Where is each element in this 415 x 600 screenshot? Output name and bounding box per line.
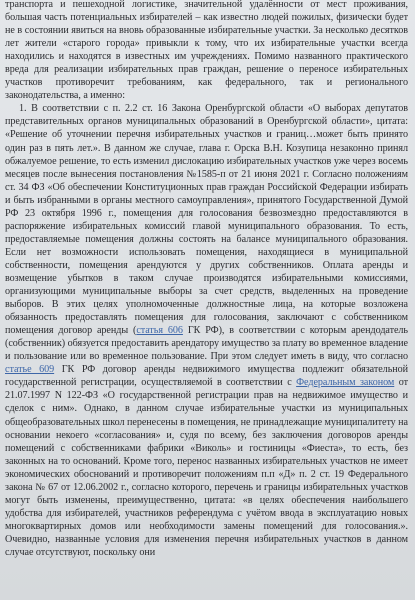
paragraph-text: ГК РФ), в соответствии с которым арендодатель (собственник) обязуется предоставить арендатору имущество за плату во временное владение и пользование или во временное пользование. При этом следует иметь в виду, что согласно bbox=[5, 325, 408, 363]
paragraph-text: транспорта и пешеходной логистике, значительной удалённости от мест проживания, большая часть потенциальных избирателей – как известно людей пожилых, физически будет не в состоянии явиться на вновь образованные избирательные участки. За несколько десятков лет жители «старого города» привыкли к тому, что их избирательные участки всегда находились и находятся в известных им учреждениях. Помимо названного практического вреда для реализации избирательных прав граждан, решение о переносе избирательных участков противоречит требованиям, как федерального, так и регионального законодательства, а именно: bbox=[5, 0, 408, 102]
law-reference-link[interactable]: статья 606 bbox=[136, 325, 183, 337]
document-body bbox=[5, 0, 408, 559]
law-reference-link[interactable]: статье 609 bbox=[5, 364, 55, 376]
paragraph-text: 1. В соответствии с п. 2.2 ст. 16 Закона Оренбургской области «О выборах депутатов представительных органов муниципальных образований в Оренбургской области», цитата: «Решение об уточнении перечня избирательных участков и границ…может быть принято один раз в пять лет.». В данном же случае, глава г. Орска В.Н. Козупица незаконно принял обжалуемое решение, то есть изменил дислокацию избирательных участков уже через восемь месяцев после вынесения постановления №1585-п от 21 июня 2021 г. Согласно положениям ст. 34 ФЗ «Об обеспечении Конституционных прав граждан Российской Федерации избирать и быть избранными в органы местного самоуправления», принятого Государственной Думой РФ 23 октября 1996 г., помещения для голосования безвозмездно предоставляются в распоряжение избирательных комиссий главой муниципального образования. То есть, предоставляемые помещения должны состоять на балансе муниципального образования. Если нет возможности использовать помещения, находящиеся в муниципальной собственности, помещения арендуются у других собственников. Оплата аренды и возмещение убытков в таком случае производятся избирательными комиссиями, организующими муниципальные выборы за счет средств, выделенных на проведение выборов. В этих целях уполномоченные должностные лица, на которые возложена обязанность предоставлять помещения для голосования, заключают с собственником помещения договор аренды ( bbox=[5, 103, 408, 337]
paragraph-text: от 21.07.1997 N 122-ФЗ «О государственной регистрации прав на недвижимое имущество и сделок с ним». Однако, в данном случае избирательные участки из муниципальных общеобразовательных школ перенесены в помещения, не принадлежащие муниципалитету на основании некоего «согласования» и, судя по всему, без заключения договоров аренды помещений с собственниками фабрики «Виколь» и гостиницы «Фиеста», то есть, без законных на то оснований. Кроме того, перенос названных избирательных участков не имеет экономических обоснований и противоречит положениям п.п «Д» п. 2 ст. 19 Федерального закона № 67 от 12.06.2002 г., согласно которого, перечень и границы избирательных участков могут быть изменены, преимущественно, цитата: «в целях обеспечения наибольшего удобства для избирателей, участников референдума с учётом ввода в эксплуатацию новых многоквартирных домов или необходимости замены помещений для голосования.». Очевидно, названные условия для изменения перечня избирательных участков в данном случае отсутствуют, поскольку они bbox=[5, 377, 408, 558]
paragraph bbox=[5, 102, 408, 559]
paragraph-text: ГК РФ договор аренды недвижимого имущества подлежит обязательной государственной регистрации, осуществляемой в соответствии с bbox=[5, 364, 409, 389]
law-reference-link[interactable]: Федеральным законом bbox=[296, 377, 395, 389]
paragraph bbox=[5, 0, 408, 102]
